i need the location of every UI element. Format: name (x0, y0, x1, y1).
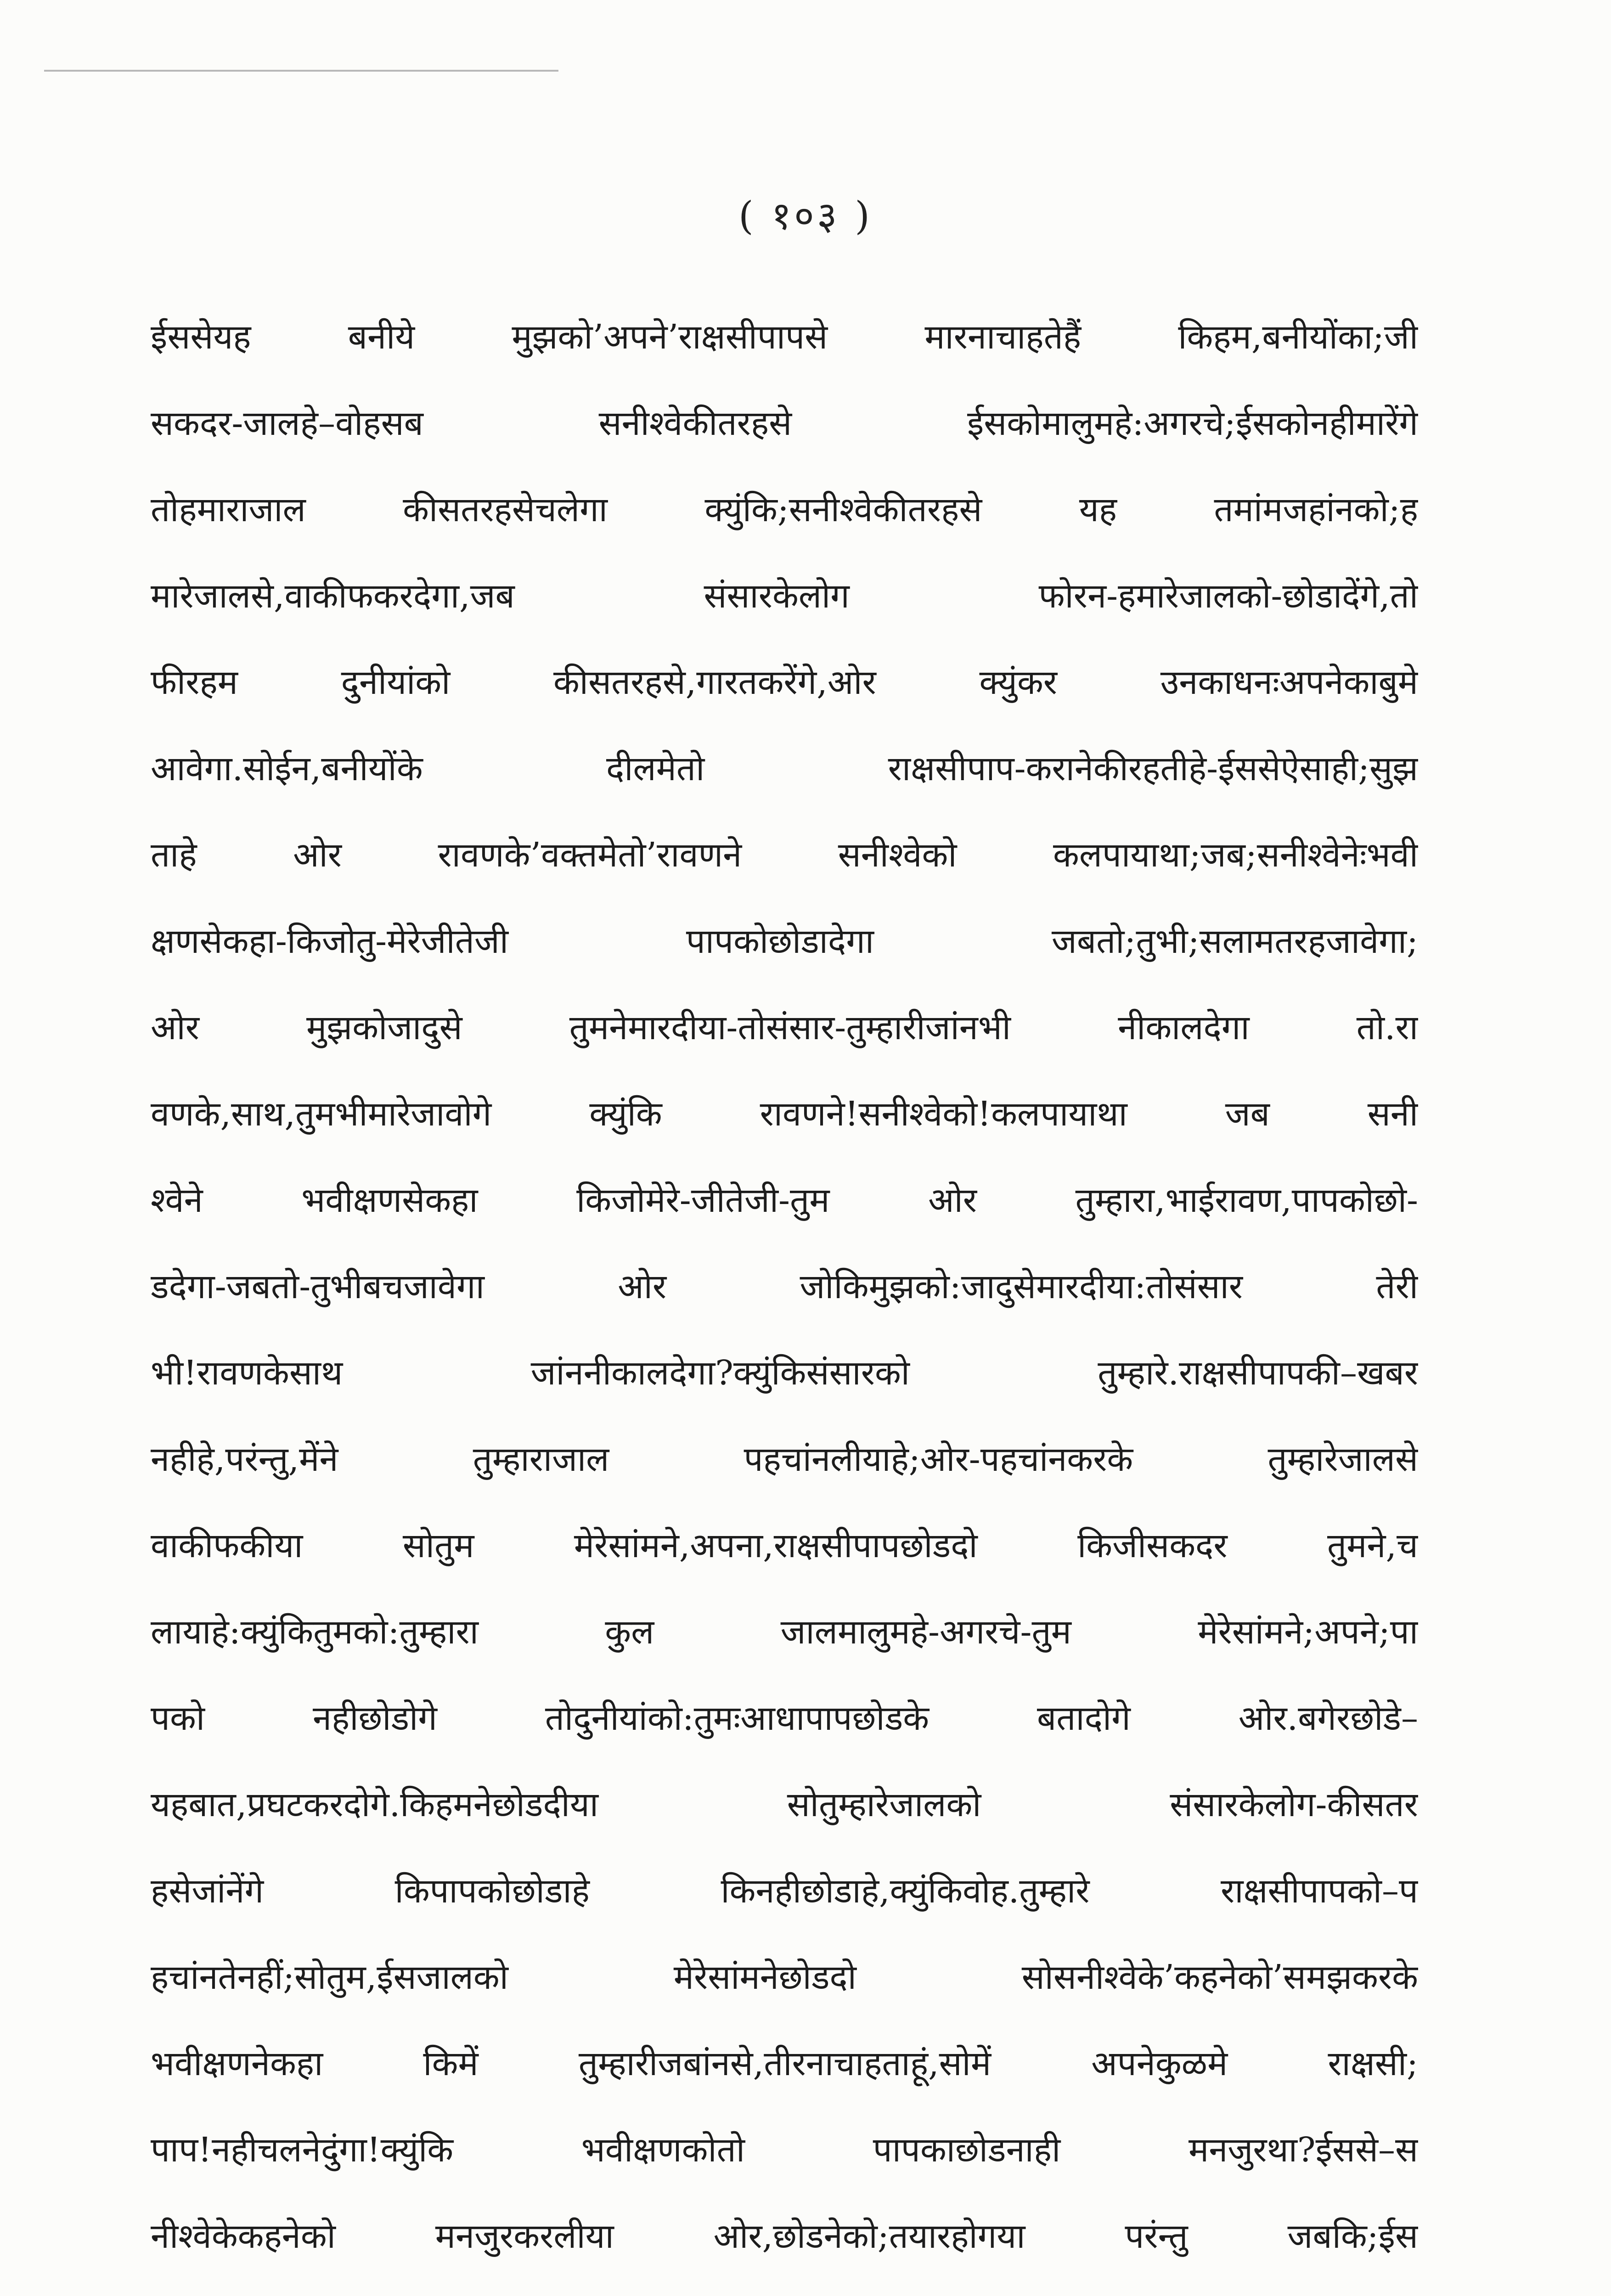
text-line: लायाहे:क्युंकितुमको:तुम्हारा कुल जालमालुमहे-अगरचे-तुम मेरेसांमने;अपने;पा (151, 1612, 1418, 1652)
text-line: नहीहे,परंन्तु,मेंने तुम्हाराजाल पहचांनलीयाहे;ओर-पहचांनकरके तुम्हारेजालसे (151, 1440, 1418, 1479)
text-line: ईससेयह बनीये मुझको’अपने’राक्षसीपापसे मारनाचाहतेहैं किहम,बनीयोंका;जी (151, 317, 1418, 357)
text-line: ताहे ओर रावणके’वक्तमेतो’रावणने सनीश्वेको कलपायाथा;जब;सनीश्वेनेःभवी (151, 835, 1418, 875)
text-line: तोहमाराजाल कीसतरहसेचलेगा क्युंकि;सनीश्वेकीतरहसे यह तमांमजहांनको;ह (151, 490, 1418, 529)
text-body (151, 294, 1418, 2296)
text-line: डदेगा-जबतो-तुभीबचजावेगा ओर जोकिमुझको:जादुसेमारदीया:तोसंसार तेरी (151, 1267, 1418, 1306)
text-line: वणके,साथ,तुमभीमारेजावोगे क्युंकि रावणने!सनीश्वेको!कलपायाथा जब सनी (151, 1094, 1418, 1134)
top-rule (44, 70, 558, 72)
text-line: पको नहीछोडोगे तोदुनीयांको:तुमःआधापापछोडके बतादोगे ओर.बगेरछोडे– (151, 1699, 1418, 1738)
text-line: भी!रावणकेसाथ जांननीकालदेगा?क्युंकिसंसारको तुम्हारे.राक्षसीपापकी–खबर (151, 1353, 1418, 1393)
text-line: हसेजांनेंगे किपापकोछोडाहे किनहीछोडाहे,क्युंकिवोह.तुम्हारे राक्षसीपापको–प (151, 1871, 1418, 1911)
text-line: क्षणसेकहा-किजोतु-मेरेजीतेजी पापकोछोडादेगा जबतो;तुभी;सलामतरहजावेगा; (151, 922, 1418, 961)
text-line (151, 2279, 1418, 2296)
text-line: भवीक्षणनेकहा किमें तुम्हारीजबांनसे,तीरनाचाहताहूं,सोमें अपनेकुळमे राक्षसी; (151, 2044, 1418, 2083)
text-line: नीश्वेकेकहनेको मनजुरकरलीया ओर,छोडनेको;तयारहोगया परंन्तु जबकि;ईस (151, 2217, 1418, 2256)
text-line: सकदर-जालहे–वोहसब सनीश्वेकीतरहसे ईसकोमालुमहे:अगरचे;ईसकोनहीमारेंगे (151, 404, 1418, 443)
text-line: आवेगा.सोईन,बनीयोंके दीलमेतो राक्षसीपाप-करानेकीरहतीहे-ईससेऐसाही;सुझ (151, 749, 1418, 788)
text-line: मारेजालसे,वाकीफकरदेगा,जब संसारकेलोग फोरन-हमारेजालको-छोडादेंगे,तो (151, 576, 1418, 616)
page-number: ( १०३ ) (738, 193, 873, 238)
text-line: श्वेने भवीक्षणसेकहा किजोमेरे-जीतेजी-तुम ओर तुम्हारा,भाईरावण,पापकोछो- (151, 1181, 1418, 1220)
text-line: यहबात,प्रघटकरदोगे.किहमनेछोडदीया सोतुम्हारेजालको संसारकेलोग-कीसतर (151, 1785, 1418, 1824)
text-line: ओर मुझकोजादुसे तुमनेमारदीया-तोसंसार-तुम्हारीजांनभी नीकालदेगा तो.रा (151, 1008, 1418, 1047)
text-line: फीरहम दुनीयांको कीसतरहसे,गारतकरेंगे,ओर क्युंकर उनकाधनःअपनेकाबुमे (151, 663, 1418, 702)
text-line: वाकीफकीया सोतुम मेरेसांमने,अपना,राक्षसीपापछोडदो किजीसकदर तुमने,च (151, 1526, 1418, 1565)
text-line: हचांनतेनहीं;सोतुम,ईसजालको मेरेसांमनेछोडदो सोसनीश्वेके’कहनेको’समझकरके (151, 1958, 1418, 1997)
text-line: पाप!नहीचलनेदुंगा!क्युंकि भवीक्षणकोतो पापकाछोडनाही मनजुरथा?ईससे–स (151, 2130, 1418, 2170)
